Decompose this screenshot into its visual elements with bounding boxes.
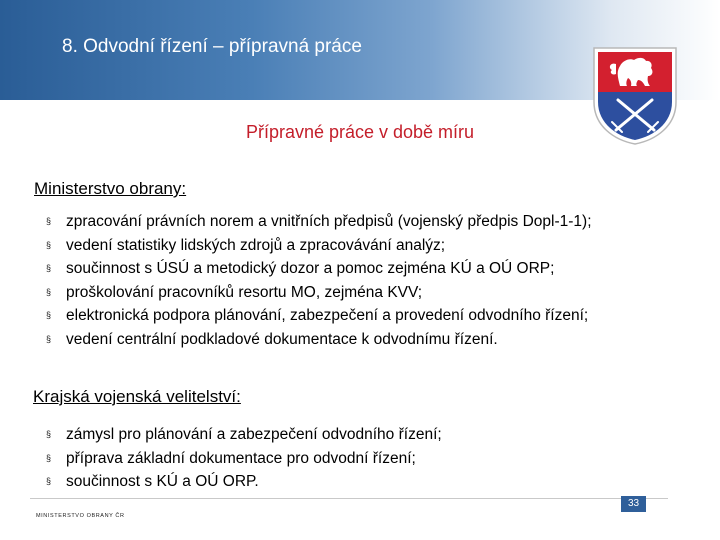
bullet-marker: § — [46, 239, 52, 250]
list-item-text: součinnost s KÚ a OÚ ORP. — [66, 473, 259, 490]
list-item — [46, 210, 592, 234]
list-item-text: elektronická podpora plánování, zabezpečení a provedení odvodního řízení; — [66, 307, 589, 324]
bullet-marker: § — [46, 476, 52, 486]
list-item — [46, 304, 592, 328]
list-item-text: proškolování pracovníků resortu MO, zejména KVV; — [66, 283, 423, 301]
bullet-marker: § — [46, 333, 52, 344]
list-item-text: vedení statistiky lidských zdrojů a zpracovávání analýz; — [66, 236, 446, 254]
bullet-marker: § — [46, 286, 52, 297]
list-item — [46, 234, 592, 258]
header-title: 8. Odvodní řízení – přípravná práce — [62, 36, 362, 57]
list-item-text: vedení centrální podkladové dokumentace k odvodnímu řízení. — [66, 330, 498, 348]
list-item-text: součinnost s ÚSÚ a metodický dozor a pomoc zejména KÚ a OÚ ORP; — [66, 260, 555, 277]
bullet-marker: § — [46, 429, 52, 439]
list-item-text: zámysl pro plánování a zabezpečení odvodního řízení; — [66, 426, 442, 443]
section-heading-ministerstvo: Ministerstvo obrany: — [34, 179, 187, 198]
list-item — [46, 470, 442, 494]
bullet-marker: § — [46, 263, 52, 273]
list-item-text: příprava základní dokumentace pro odvodní řízení; — [66, 449, 416, 467]
list-item — [46, 257, 592, 281]
slide-title: Přípravné práce v době míru — [245, 122, 475, 142]
list-item-text: zpracování právních norem a vnitřních předpisů (vojenský předpis Dopl-1-1); — [66, 213, 592, 230]
bullet-marker: § — [46, 310, 52, 320]
section-heading-krajska: Krajská vojenská velitelství: — [33, 387, 241, 406]
footer-divider — [30, 498, 668, 499]
footer-organization: MINISTERSTVO OBRANY ČR — [36, 513, 125, 519]
list-item — [46, 447, 442, 471]
bullet-marker: § — [46, 452, 52, 463]
list-item — [46, 328, 592, 352]
ministerstvo-bullet-list — [46, 210, 592, 351]
krajska-bullet-list — [46, 423, 442, 494]
list-item — [46, 423, 442, 447]
page-number-badge: 33 — [621, 496, 646, 512]
list-item — [46, 281, 592, 305]
bullet-marker: § — [46, 216, 52, 226]
